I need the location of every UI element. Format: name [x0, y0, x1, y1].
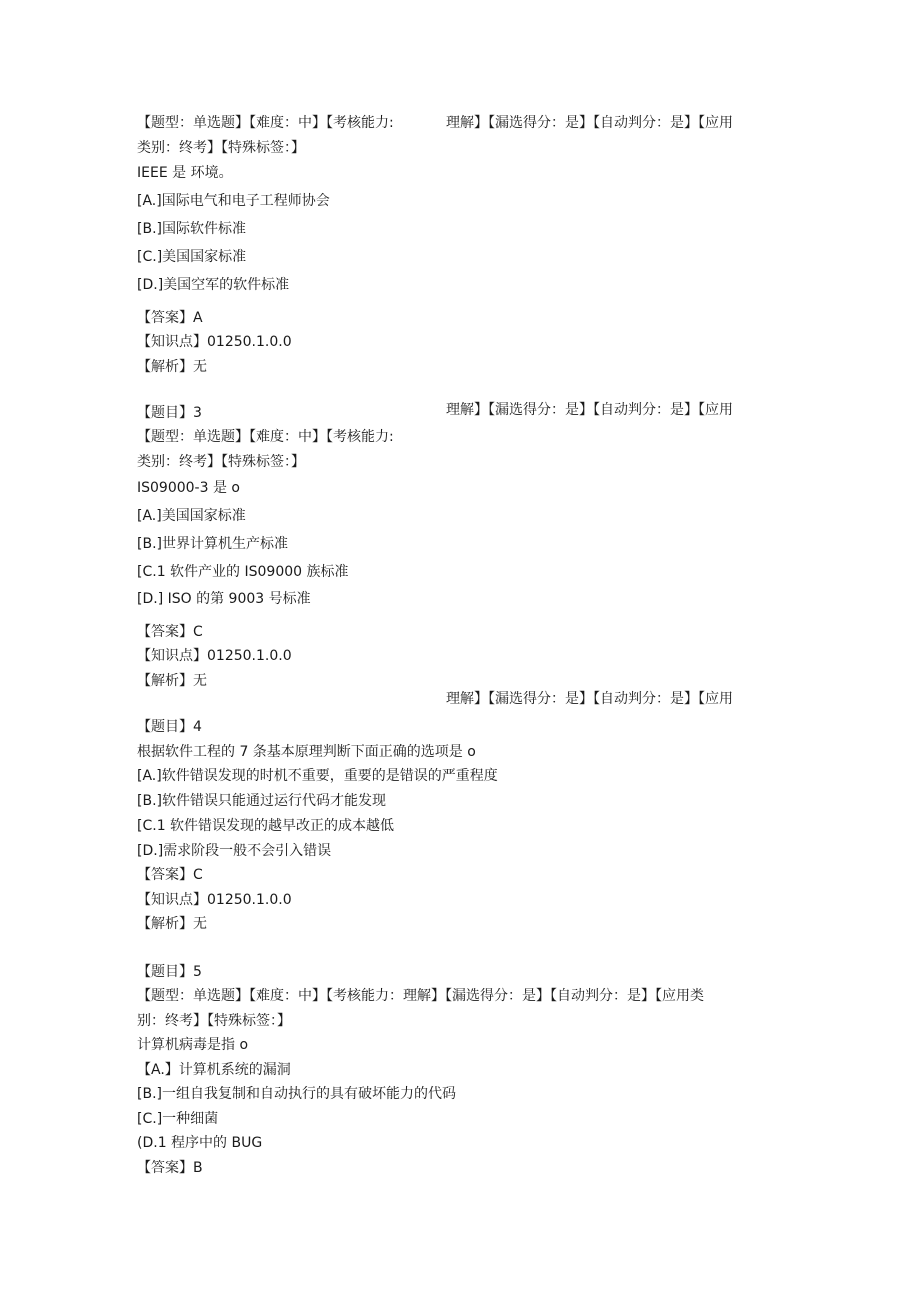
q5-answer: 【答案】B: [137, 1160, 203, 1176]
q3-answer: 【答案】C: [137, 624, 203, 640]
q3-option-d: [D.] ISO 的第 9003 号标准: [137, 591, 311, 607]
q5-option-a: 【A.】计算机系统的漏洞: [137, 1062, 291, 1078]
q4-option-b: [B.]软件错误只能通过运行代码才能发现: [137, 793, 386, 809]
q5-meta-line2: 别：终考】【特殊标签：】: [137, 1013, 291, 1029]
q4-title: 【题目】4: [137, 719, 202, 735]
q4-option-a: [A.]软件错误发现的时机不重要，重要的是错误的严重程度: [137, 768, 498, 784]
q3-option-b: [B.]世界计算机生产标准: [137, 536, 288, 552]
q4-option-d: [D.]需求阶段一般不会引入错误: [137, 843, 332, 859]
q2-meta-left: 【题型：单选题】【难度：中】【考核能力:: [137, 115, 394, 131]
q2-option-d: [D.]美国空军的软件标准: [137, 277, 290, 293]
q5-title: 【题目】5: [137, 964, 202, 980]
q5-option-d: (D.1 程序中的 BUG: [137, 1135, 263, 1151]
q3-analysis: 【解析】无: [137, 673, 207, 689]
q4-meta-right: 理解】【漏选得分：是】【自动判分：是】【应用: [446, 691, 733, 707]
q5-stem: 计算机病毒是指 o: [137, 1037, 249, 1053]
q2-answer: 【答案】A: [137, 310, 203, 326]
q3-title: 【题目】3: [137, 405, 202, 421]
q3-option-a: [A.]美国国家标准: [137, 508, 246, 524]
q5-meta-line1: 【题型：单选题】【难度：中】【考核能力：理解】【漏选得分：是】【自动判分：是】【应用类: [137, 988, 704, 1004]
q2-meta-right: 理解】【漏选得分：是】【自动判分：是】【应用: [446, 115, 733, 131]
q5-option-c: [C.]一种细菌: [137, 1111, 219, 1127]
q2-knowledge: 【知识点】01250.1.0.0: [137, 334, 292, 350]
q4-knowledge: 【知识点】01250.1.0.0: [137, 892, 292, 908]
q4-option-c: [C.1 软件错误发现的越早改正的成本越低: [137, 818, 395, 834]
q3-meta-right: 理解】【漏选得分：是】【自动判分：是】【应用: [446, 402, 733, 418]
q2-stem: IEEE 是 环境。: [137, 165, 233, 181]
q4-answer: 【答案】C: [137, 867, 203, 883]
q3-meta-line2: 类别：终考】【特殊标签：】: [137, 454, 305, 470]
q2-option-a: [A.]国际电气和电子工程师协会: [137, 193, 330, 209]
q2-option-c: [C.]美国国家标准: [137, 249, 247, 265]
q4-stem: 根据软件工程的 7 条基本原理判断下面正确的选项是 o: [137, 744, 476, 760]
q3-knowledge: 【知识点】01250.1.0.0: [137, 648, 292, 664]
q3-option-c: [C.1 软件产业的 IS09000 族标准: [137, 564, 349, 580]
q4-analysis: 【解析】无: [137, 916, 207, 932]
q3-stem: IS09000-3 是 o: [137, 480, 240, 496]
q2-meta-line2: 类别：终考】【特殊标签：】: [137, 140, 305, 156]
q2-option-b: [B.]国际软件标准: [137, 221, 246, 237]
q5-option-b: [B.]一组自我复制和自动执行的具有破坏能力的代码: [137, 1086, 456, 1102]
q3-meta-left: 【题型：单选题】【难度：中】【考核能力:: [137, 429, 394, 445]
q2-analysis: 【解析】无: [137, 359, 207, 375]
